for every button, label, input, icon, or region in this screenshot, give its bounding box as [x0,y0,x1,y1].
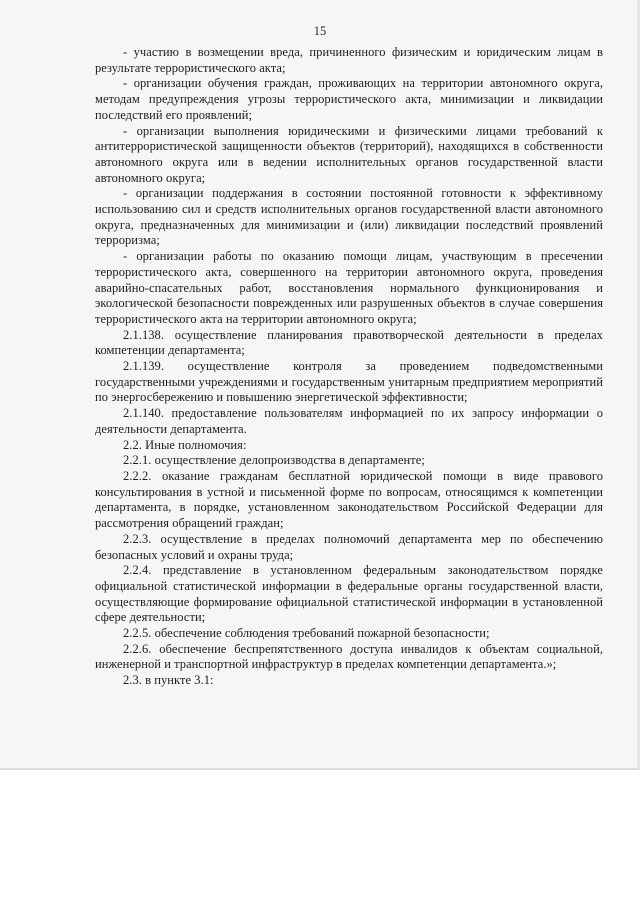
paragraph: 2.2.1. осуществление делопроизводства в департаменте; [123,453,425,468]
paragraph: 2.1.139. осуществление контроля за проведением подведомственными государственными учреждениями и государственным унитарным предприятием мероприятий по энергосбережению и повышению энергетической эффективности; [95,359,603,405]
paragraph: 2.1.138. осуществление планирования правотворческой деятельности в пределах компетенции департамента; [95,327,603,358]
paragraph: - организации выполнения юридическими и физическими лицами требований к антитеррористической защищенности объектов (территорий), находящихся в собственности автономного округа или в ведении исполнительных органов государственной власти автономного округа; [95,123,603,185]
paragraph: 2.2.2. оказание гражданам бесплатной юридической помощи в виде правового консультирования в устной и письменной форме по вопросам, относящимся к компетенции департамента, в порядке, установленном законодательством Российской Федерации для рассмотрения обращений граждан; [95,468,603,531]
paragraph: 2.2.5. обеспечение соблюдения требований пожарной безопасности; [123,626,490,641]
paragraph: 2.2.6. обеспечение беспрепятственного доступа инвалидов к объектам социальной, инженерной и транспортной инфраструктур в пределах компетенции департамента.»; [95,641,603,672]
paragraph: 2.1.140. предоставление пользователям информацией по их запросу информации о деятельности департамента. [95,406,603,436]
document-body [95,45,603,689]
paragraph: - участию в возмещении вреда, причиненного физическим и юридическим лицам в результате террористического акта; [95,45,603,75]
paragraph: - организации работы по оказанию помощи лицам, участвующим в пресечении террористического акта, совершенного на территории автономного округа, проведения аварийно-спасательных работ, восстановления нормального функционирования и экологической безопасности поврежденных или разрушенных объектов в случае совершения террористического акта на территории автономного округа; [95,249,603,326]
section-heading: 2.2. Иные полномочия: [123,437,247,452]
paragraph: - организации обучения граждан, проживающих на территории автономного округа, методам предупреждения угрозы террористического акта, минимизации и ликвидации последствий его проявлений; [95,76,603,122]
paragraph: - организации поддержания в состоянии постоянной готовности к эффективному использованию сил и средств исполнительных органов государственной власти автономного округа, предназначенных для минимизации и (или) ликвидации последствий проявлений терроризма; [95,186,603,248]
paragraph: 2.2.3. осуществление в пределах полномочий департамента мер по обеспечению безопасных условий и охраны труда; [95,531,603,562]
page-number: 15 [313,24,327,38]
paragraph: 2.2.4. представление в установленном федеральным законодательством порядке официальной статистической информации в федеральные органы государственной власти, осуществляющие формирование официальной статистической информации в установленной сфере деятельности; [95,563,603,625]
paragraph: 2.3. в пункте 3.1: [123,673,214,688]
